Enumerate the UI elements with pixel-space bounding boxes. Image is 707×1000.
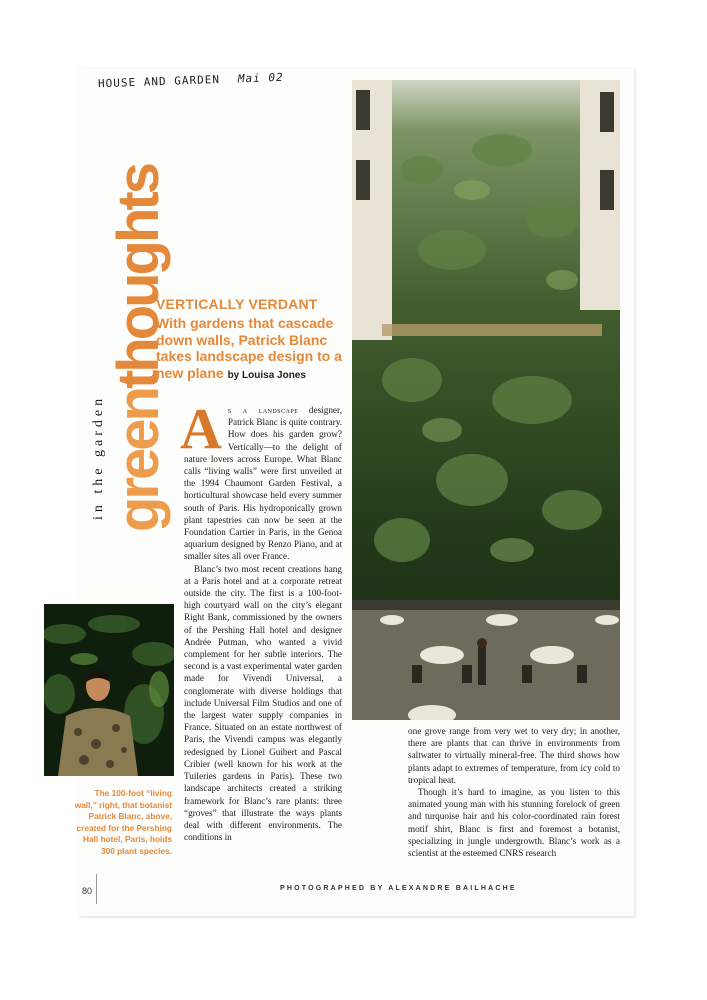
byline: by Louisa Jones — [227, 369, 306, 381]
headline-title: VERTICALLY VERDANT — [156, 296, 318, 312]
body-paragraph: Blanc’s two most recent creations hang at a Paris hotel and at a corporate retreat outside the city. The first is a 100-foot-high courtyard wall on the city’s elegant Right Bank, commissioned by the owners of the Pershing Hall hotel and designer Andrée Putman, who wanted a vivid complement for her subtle interiors. The second is a vast experimental water garden made for Vivendi Universal, a conglomerate with diverse holdings that include Universal Film Studios and one of the largest water supply companies in France. Situated on an estate northwest of Paris, the Vivendi campus was elegantly redesigned by Lionel Guibert and Pascal Cribier (well known for his work at the Tuileries gardens in Paris). These two landscape architects created a striking framework for Blanc’s rare plants: three “groves” that illustrate the ways plants deal with different environments. The conditions in — [184, 563, 342, 843]
section-title-thoughts: thoughts — [106, 165, 171, 390]
body-column-1 — [180, 396, 342, 843]
body-paragraph — [180, 396, 342, 563]
living-wall-photo — [352, 80, 620, 720]
headline-deck-text: With gardens that cascade down walls, Patrick Blanc takes landscape design to a new plane — [156, 315, 342, 381]
page-number: 80 — [82, 886, 93, 896]
section-kicker: in the garden — [91, 394, 106, 520]
handwritten-date: Mai 02 — [237, 70, 284, 86]
section-title — [82, 92, 171, 532]
photo-caption: The 100-foot “living wall,” right, that botanist Patrick Blanc, above, created for the Pershing Hall hotel, Paris, holds 300 plant species. — [74, 788, 172, 856]
body-column-2 — [408, 725, 620, 859]
lead-text: designer, Patrick Blanc is quite contrary. How does his garden grow? Vertically—to the delight of nature lovers across Europe. What Blanc calls “living walls” were first unveiled at the 1994 Chaumont Garden Festival, a horticultural showcase held every summer south of Paris. His hydroponically grown plant tapestries can now be seen at the Foundation Cartier in Paris, in the Genoa aquarium designed by Renzo Piano, and at smaller sites all over France. — [184, 405, 342, 562]
folio-rule — [96, 874, 101, 904]
body-paragraph: Though it’s hard to imagine, as you listen to this animated young man with his stunning forelock of green and turquoise hair and his color-coordinated rain forest motif shirt, Blanc is first and foremost a botanist, specializing in jungle undergrowth. Blanc’s work as a scientist at the esteemed CNRS research — [408, 787, 620, 859]
portrait-photo — [44, 604, 174, 776]
section-title-green: green — [106, 389, 171, 532]
photo-credit: PHOTOGRAPHED BY ALEXANDRE BAILHACHE — [280, 885, 517, 892]
headline-deck — [156, 315, 356, 384]
drop-cap: A — [180, 396, 222, 461]
handwritten-source: HOUSE AND GARDEN — [97, 72, 221, 91]
lead-smallcaps: s a landscape — [227, 405, 299, 415]
body-paragraph: one grove range from very wet to very dry; in another, there are plants that can thrive in environments from saltwater to virtually mineral-free. The third shows how plants adapt to extremes of temperature, from icy cold to tropical heat. — [408, 726, 620, 785]
